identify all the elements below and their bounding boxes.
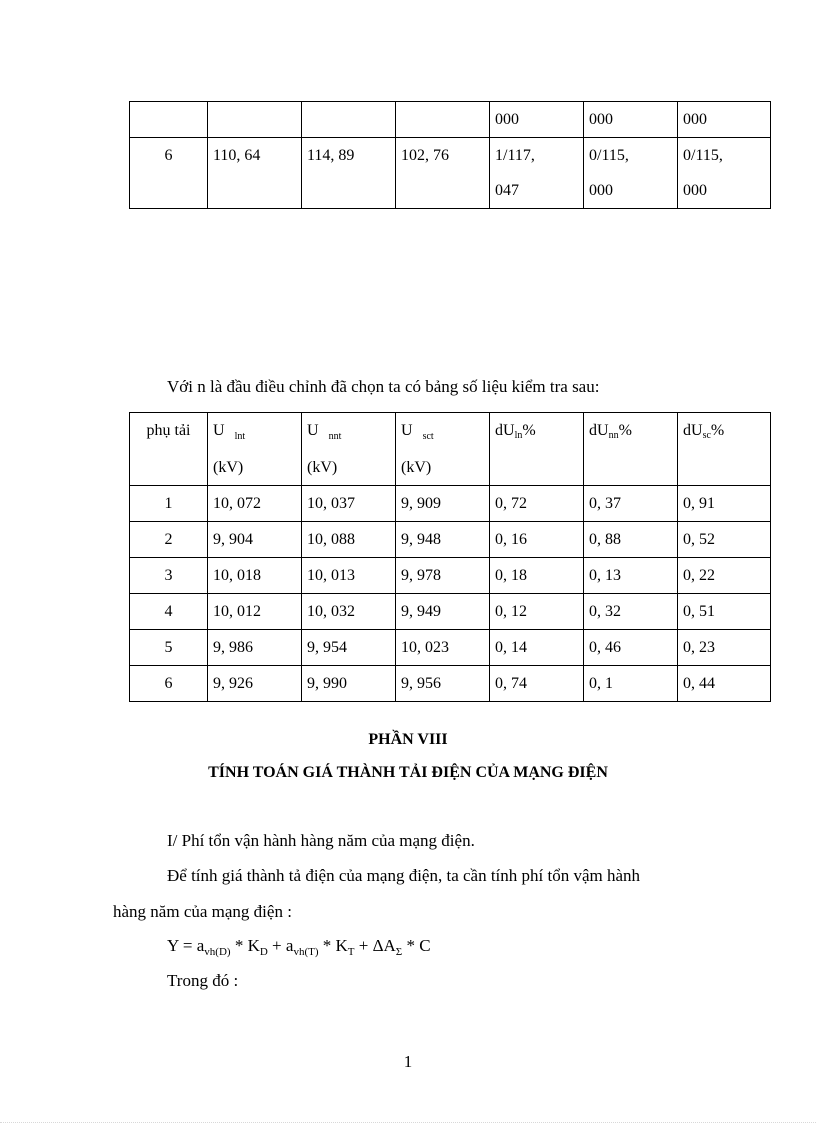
table-cell: 0, 22 (678, 558, 771, 594)
table-cell (208, 102, 302, 138)
table-cell (302, 102, 396, 138)
table-cell: 0, 12 (490, 594, 584, 630)
table-cell: 3 (130, 558, 208, 594)
table-cell: 9, 904 (208, 522, 302, 558)
table-cell: 0, 37 (584, 486, 678, 522)
table-cell: 0, 52 (678, 522, 771, 558)
cost-formula: $Y = a_{vh(D)} * K_D + a_{vh(T)} * K_T + \Delta A_\Sigma * C$ (167, 936, 431, 958)
table-row (130, 558, 771, 594)
table-cell: 0/115, 000 (678, 138, 771, 209)
table-row (130, 138, 771, 209)
table-cell (130, 102, 208, 138)
table-cell: 0, 74 (490, 666, 584, 702)
intro-paragraph: Với n là đầu điều chỉnh đã chọn ta có bảng số liệu kiểm tra sau: (167, 377, 600, 396)
where-label: Trong đó : (167, 971, 239, 990)
header-du-sc: dUsc% (678, 413, 771, 486)
table-cell: 9, 954 (302, 630, 396, 666)
table-cell: 1 (130, 486, 208, 522)
table-cell: 10, 037 (302, 486, 396, 522)
table-cell: 0, 23 (678, 630, 771, 666)
table-cell: 6 (130, 138, 208, 209)
table-cell: 0, 91 (678, 486, 771, 522)
paragraph-intro-line2: hàng năm của mạng điện : (113, 902, 292, 921)
table-cell: 000 (584, 102, 678, 138)
table-cell: 10, 018 (208, 558, 302, 594)
table-cell: 0, 46 (584, 630, 678, 666)
table-cell: 0, 13 (584, 558, 678, 594)
paragraph-intro-line1: Để tính giá thành tả điện của mạng điện, ta cần tính phí tổn vậm hành (167, 866, 641, 885)
header-du-nn: dUnn% (584, 413, 678, 486)
table-cell: 0, 14 (490, 630, 584, 666)
table-cell: 9, 956 (396, 666, 490, 702)
table-cell: 10, 072 (208, 486, 302, 522)
table-header-row (130, 413, 771, 486)
table-cell: 0, 72 (490, 486, 584, 522)
table-row (130, 486, 771, 522)
table-cell: 1/117, 047 (490, 138, 584, 209)
table-cell: 10, 088 (302, 522, 396, 558)
table-cell: 9, 978 (396, 558, 490, 594)
table-cell: 000 (678, 102, 771, 138)
table-cell: 9, 948 (396, 522, 490, 558)
header-u-lnt: U $_{lnt}$ (kV) (208, 413, 302, 486)
table-cell: 0, 51 (678, 594, 771, 630)
table-cell (396, 102, 490, 138)
table-row (130, 666, 771, 702)
table-cell: 10, 013 (302, 558, 396, 594)
table-cell: 6 (130, 666, 208, 702)
table-cell: 0, 44 (678, 666, 771, 702)
table-cell: 4 (130, 594, 208, 630)
part-heading: PHẦN VIII (368, 731, 448, 748)
header-u-sct: U $_{sct}$ (kV) (396, 413, 490, 486)
table-cell: 10, 032 (302, 594, 396, 630)
table-cell: 2 (130, 522, 208, 558)
table-cell: 10, 023 (396, 630, 490, 666)
table-cell: 102, 76 (396, 138, 490, 209)
paragraph-cost: I/ Phí tổn vận hành hàng năm của mạng điện. (167, 831, 475, 850)
table-cell: 0, 32 (584, 594, 678, 630)
continuation-table (129, 101, 771, 209)
header-load: phụ tải (130, 413, 208, 486)
table-cell: 114, 89 (302, 138, 396, 209)
voltage-check-table (129, 412, 771, 702)
page-number: 1 (403, 1052, 413, 1071)
table-cell: 0/115, 000 (584, 138, 678, 209)
table-row (130, 102, 771, 138)
table-cell: 9, 926 (208, 666, 302, 702)
table-row (130, 594, 771, 630)
table-row (130, 522, 771, 558)
table-cell: 10, 012 (208, 594, 302, 630)
table-cell: 110, 64 (208, 138, 302, 209)
table-cell: 0, 16 (490, 522, 584, 558)
header-u-nnt: U $_{nnt}$ (kV) (302, 413, 396, 486)
table-cell: 9, 990 (302, 666, 396, 702)
table-cell: 0, 18 (490, 558, 584, 594)
table-cell: 9, 949 (396, 594, 490, 630)
table-cell: 9, 986 (208, 630, 302, 666)
table-cell: 000 (490, 102, 584, 138)
section-title: TÍNH TOÁN GIÁ THÀNH TẢI ĐIỆN CỦA MẠNG ĐIỆN (208, 764, 608, 781)
table-cell: 5 (130, 630, 208, 666)
table-cell: 0, 88 (584, 522, 678, 558)
table-row (130, 630, 771, 666)
table-cell: 9, 909 (396, 486, 490, 522)
table-cell: 0, 1 (584, 666, 678, 702)
header-du-ln: dUln% (490, 413, 584, 486)
